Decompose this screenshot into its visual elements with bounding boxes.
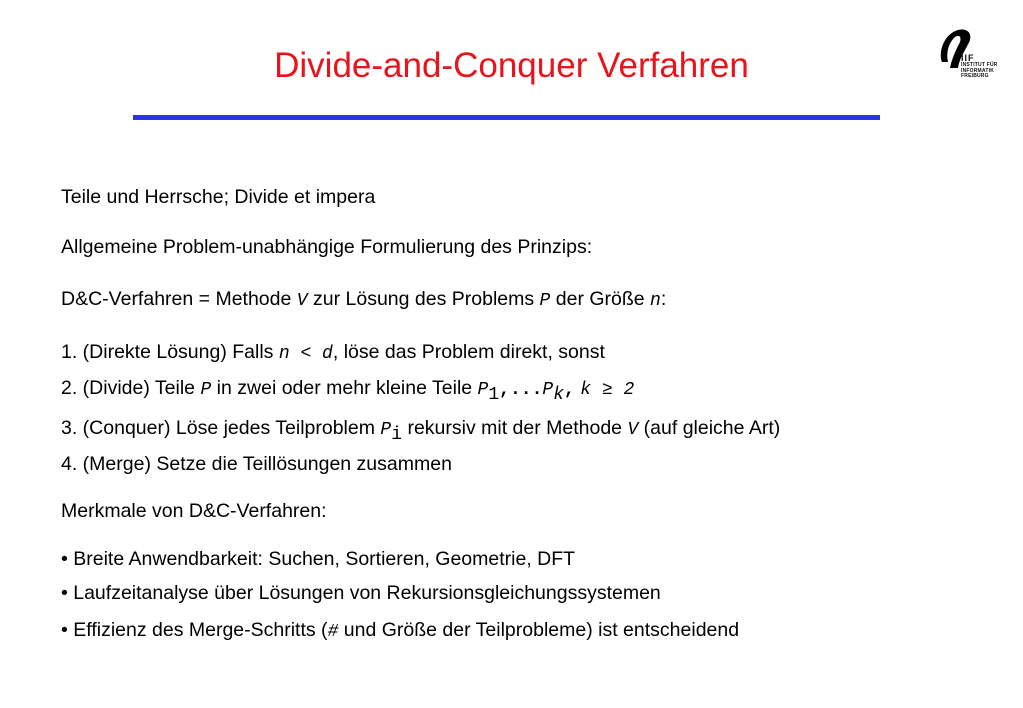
definition-line: D&C-Verfahren = Methode V zur Lösung des Problems P der Größe n: xyxy=(61,288,667,311)
step-divide: 2. (Divide) Teile P in zwei oder mehr kleine Teile $P_1,...P_k$, k ≥ 2 xyxy=(61,377,635,405)
slide-title: Divide-and-Conquer Verfahren xyxy=(274,46,749,85)
size-var: n xyxy=(650,291,661,311)
logo-abbr: IIF xyxy=(961,53,975,63)
condition-k-ge-2: k ≥ 2 xyxy=(580,380,635,400)
step-conquer: 3. (Conquer) Löse jedes Teilproblem $P_i$ rekursiv mit der Methode V (auf gleiche Art) xyxy=(61,417,781,445)
bullet-merge-efficiency: • Effizienz des Merge-Schritts (# und Größe der Teilprobleme) ist entscheidend xyxy=(61,619,740,642)
bullet-applicability: • Breite Anwendbarkeit: Suchen, Sortieren, Geometrie, DFT xyxy=(61,548,576,570)
logo-line-3: FREIBURG xyxy=(961,73,989,80)
logo-line-2: INFORMATIK xyxy=(961,67,995,74)
logo-line-1: INSTITUT FÜR xyxy=(961,62,998,68)
features-heading: Merkmale von D&C-Verfahren: xyxy=(61,500,327,522)
step-direct: 1. (Direkte Lösung) Falls n < d, löse das Problem direkt, sonst xyxy=(61,341,605,364)
title-underline xyxy=(133,115,880,120)
general-formulation-line: Allgemeine Problem-unabhängige Formulierung des Prinzips: xyxy=(61,236,593,258)
bullet-runtime-analysis: • Laufzeitanalyse über Lösungen von Rekursionsgleichungssystemen xyxy=(61,582,661,604)
institute-logo-text xyxy=(961,54,998,80)
method-var: V xyxy=(296,291,308,311)
problem-var: P xyxy=(539,291,551,311)
step-merge: 4. (Merge) Setze die Teillösungen zusammen xyxy=(61,453,452,475)
condition-n-lt-d: n < d xyxy=(278,344,333,364)
intro-line: Teile und Herrsche; Divide et impera xyxy=(61,186,376,208)
